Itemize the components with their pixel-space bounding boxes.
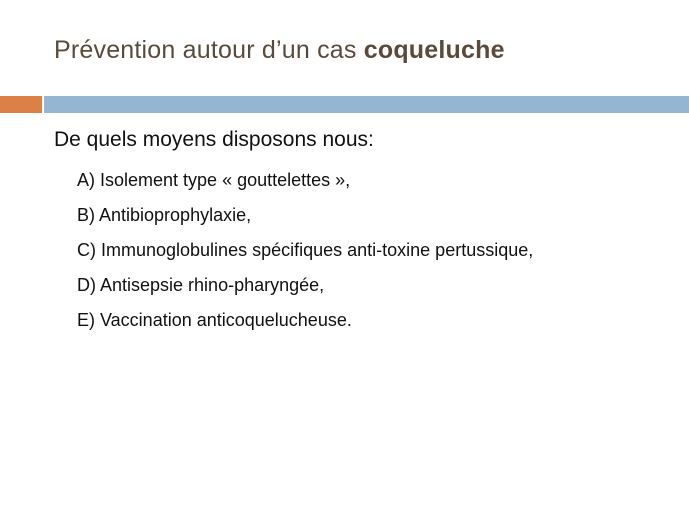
slide-title-bold: coqueluche bbox=[363, 36, 505, 64]
slide-title bbox=[54, 36, 505, 65]
list-item-c: C) Immunoglobulines spécifiques anti-toxine pertussique, bbox=[77, 240, 534, 260]
slide-title-regular: Prévention autour d’un cas bbox=[54, 36, 364, 64]
accent-bar-blue bbox=[44, 96, 689, 113]
list-item-e: E) Vaccination anticoquelucheuse. bbox=[77, 310, 352, 330]
list-item-d: D) Antisepsie rhino-pharyngée, bbox=[77, 275, 325, 295]
accent-bar-orange bbox=[0, 96, 42, 113]
list-item-b: B) Antibioprophylaxie, bbox=[77, 205, 252, 225]
list-item-a: A) Isolement type « gouttelettes », bbox=[77, 170, 351, 190]
lead-question: De quels moyens disposons nous: bbox=[54, 128, 374, 151]
answer-list bbox=[77, 168, 533, 343]
